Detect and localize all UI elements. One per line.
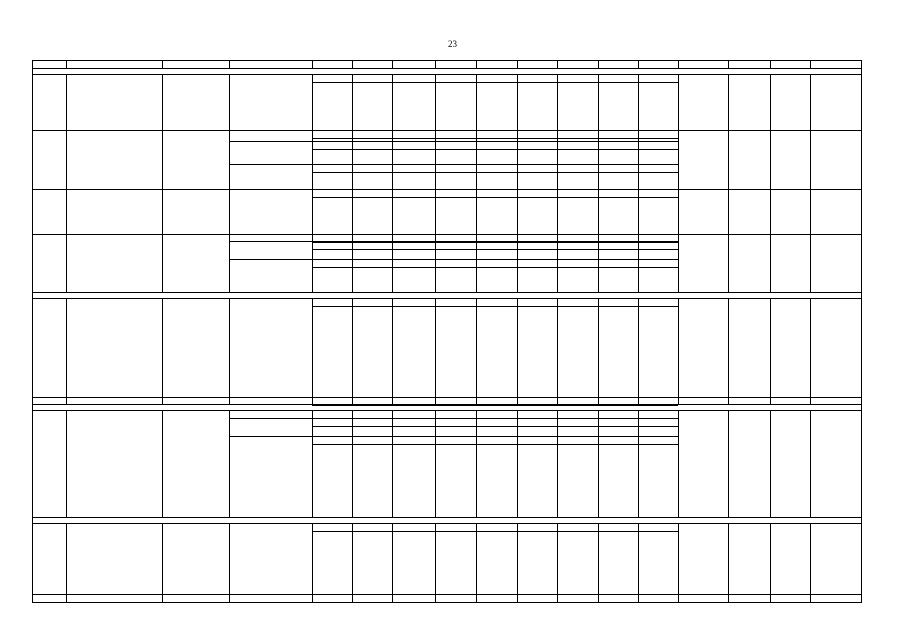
column-rule — [517, 410, 518, 517]
row-number — [35, 75, 65, 83]
section-title — [32, 292, 862, 299]
deadline-year — [681, 411, 727, 419]
column-rule — [728, 74, 729, 292]
column-rule — [770, 410, 771, 517]
column-rule — [162, 74, 163, 292]
column-rule — [229, 410, 230, 517]
funding-source — [230, 142, 311, 164]
expected-result — [812, 413, 860, 516]
column-rule — [392, 523, 393, 602]
deadline-year — [681, 524, 727, 532]
expected-result — [812, 526, 860, 593]
column-rule — [162, 523, 163, 602]
subrow-rule — [229, 164, 678, 165]
column-rule — [678, 60, 679, 68]
column-rule — [352, 60, 353, 68]
column-rule — [770, 298, 771, 404]
row-rule — [32, 602, 862, 603]
column-rule — [162, 298, 163, 404]
column-rule — [476, 74, 477, 292]
column-rule — [557, 74, 558, 292]
measure-name — [68, 524, 160, 593]
column-rule — [770, 60, 771, 68]
measure-name — [68, 190, 160, 233]
executor — [163, 524, 228, 532]
column-rule — [638, 410, 639, 517]
column-rule — [678, 410, 679, 517]
indicator-unit — [772, 299, 808, 307]
column-rule — [598, 74, 599, 292]
column-rule — [770, 74, 771, 292]
expected-result — [812, 301, 860, 396]
executor — [163, 190, 228, 198]
column-rule — [598, 410, 599, 517]
value-underline — [312, 149, 678, 150]
column-rule — [770, 523, 771, 602]
subrow-rule — [229, 241, 678, 242]
column-rule — [66, 60, 67, 68]
subrow-rule — [229, 141, 678, 142]
column-rule — [229, 60, 230, 68]
column-rule — [728, 60, 729, 68]
column-rule — [476, 60, 477, 68]
column-rule — [728, 523, 729, 602]
funding-source — [230, 411, 311, 418]
value-underline — [312, 426, 678, 427]
row-number — [35, 524, 65, 532]
column-rule — [598, 523, 599, 602]
column-rule — [66, 74, 67, 292]
column-rule — [312, 523, 313, 602]
indicator-unit — [772, 131, 808, 139]
column-rule — [435, 74, 436, 292]
value-underline — [312, 172, 678, 173]
column-rule — [557, 410, 558, 517]
funding-source — [230, 437, 311, 517]
deadline-year — [681, 131, 727, 139]
column-rule — [810, 410, 811, 517]
column-rule — [162, 60, 163, 68]
funding-source — [230, 260, 311, 292]
column-rule — [352, 74, 353, 292]
measure-name — [68, 75, 160, 129]
column-rule — [517, 298, 518, 404]
subrow-rule — [229, 436, 678, 437]
value-underline — [312, 531, 678, 532]
column-rule — [728, 410, 729, 517]
column-rule — [678, 298, 679, 404]
column-rule — [476, 298, 477, 404]
column-rule — [517, 74, 518, 292]
deadline-year — [681, 75, 727, 83]
column-rule — [517, 523, 518, 602]
indicator-unit — [772, 411, 808, 419]
column-rule — [392, 74, 393, 292]
column-rule — [638, 298, 639, 404]
column-rule — [229, 298, 230, 404]
column-rule — [476, 523, 477, 602]
executor — [163, 411, 228, 419]
executor — [163, 299, 228, 307]
measure-name — [68, 131, 160, 188]
column-rule — [598, 298, 599, 404]
funding-source — [230, 242, 311, 259]
subrow-rule — [229, 418, 678, 419]
column-rule — [66, 410, 67, 517]
column-rule — [312, 410, 313, 517]
value-underline — [312, 82, 678, 83]
column-rule — [517, 60, 518, 68]
budget-table — [32, 60, 862, 602]
measure-name — [68, 411, 160, 516]
column-rule — [435, 523, 436, 602]
value-underline — [312, 138, 678, 139]
table-right-rule — [861, 60, 862, 602]
column-rule — [312, 60, 313, 68]
row-number — [35, 190, 65, 198]
column-rule — [229, 74, 230, 292]
funding-source — [230, 299, 311, 397]
column-rule — [810, 298, 811, 404]
funding-source — [230, 190, 311, 234]
column-rule — [728, 298, 729, 404]
column-rule — [392, 60, 393, 68]
funding-source — [230, 419, 311, 436]
column-rule — [638, 523, 639, 602]
column-rule — [557, 523, 558, 602]
indicator-count — [730, 524, 768, 532]
column-rule — [392, 410, 393, 517]
table-left-rule — [32, 60, 33, 602]
column-rule — [312, 298, 313, 404]
value-underline — [312, 267, 678, 268]
indicator-count — [730, 411, 768, 419]
column-rule — [678, 74, 679, 292]
column-rule — [435, 410, 436, 517]
column-rule — [810, 74, 811, 292]
value-underline — [312, 306, 678, 307]
indicator-unit — [772, 524, 808, 532]
section-title — [32, 517, 862, 524]
executor — [163, 75, 228, 83]
funding-source — [230, 165, 311, 189]
funding-source — [230, 75, 311, 130]
column-rule — [557, 298, 558, 404]
column-rule — [352, 298, 353, 404]
column-rule — [66, 298, 67, 404]
row-number — [35, 131, 65, 139]
column-rule — [392, 298, 393, 404]
funding-source — [230, 131, 311, 141]
column-rule — [810, 523, 811, 602]
column-rule — [598, 60, 599, 68]
column-rule — [66, 523, 67, 602]
value-underline — [312, 444, 678, 445]
page-number: 23 — [448, 39, 457, 49]
measure-name — [68, 299, 160, 396]
column-rule — [476, 410, 477, 517]
column-rule — [810, 60, 811, 68]
column-rule — [435, 60, 436, 68]
value-underline — [312, 249, 678, 250]
column-rule — [638, 60, 639, 68]
column-rule — [352, 410, 353, 517]
column-rule — [435, 298, 436, 404]
column-rule — [557, 60, 558, 68]
indicator-count — [730, 299, 768, 307]
executor — [163, 131, 228, 139]
row-number — [35, 299, 65, 307]
deadline-year — [681, 299, 727, 307]
section-title — [32, 68, 862, 75]
value-underline — [312, 197, 678, 198]
total-label — [68, 235, 160, 243]
column-rule — [229, 523, 230, 602]
column-rule — [352, 523, 353, 602]
column-rule — [638, 74, 639, 292]
column-rule — [312, 74, 313, 292]
section-title — [32, 404, 862, 411]
funding-source — [230, 524, 311, 594]
indicator-count — [730, 131, 768, 139]
column-rule — [162, 410, 163, 517]
expected-result — [812, 133, 860, 188]
row-number — [35, 411, 65, 419]
column-rule — [678, 523, 679, 602]
subrow-rule — [229, 259, 678, 260]
